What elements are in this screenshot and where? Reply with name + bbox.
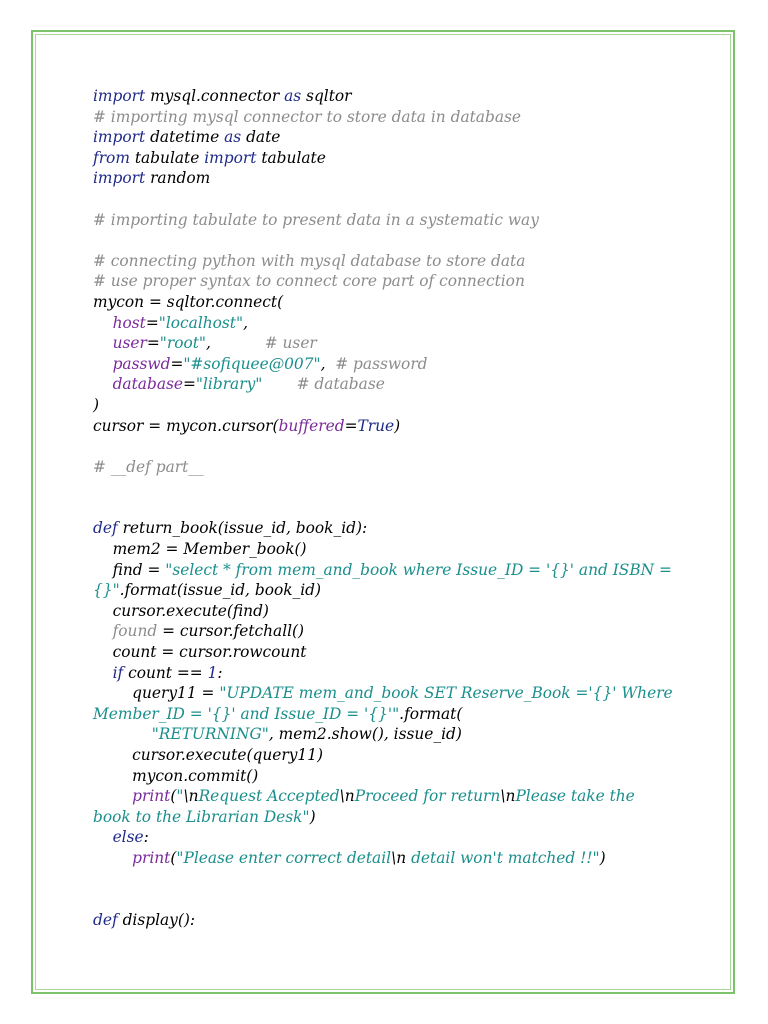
code-token: Member_ID = '{}' and Issue_ID = '{}'"	[93, 704, 400, 723]
code-token: ,	[320, 354, 336, 373]
code-listing	[93, 86, 683, 930]
code-line	[93, 580, 683, 601]
code-token: mycon.commit()	[93, 766, 259, 785]
code-line	[93, 745, 683, 766]
code-token: count ==	[123, 663, 208, 682]
code-token: tabulate	[129, 148, 205, 167]
code-line	[93, 107, 683, 128]
code-line	[93, 477, 683, 498]
code-token: datetime	[145, 128, 225, 147]
code-token: print	[132, 848, 171, 867]
code-token: buffered	[278, 416, 345, 435]
code-token	[93, 334, 113, 352]
code-token: host	[112, 313, 146, 332]
code-token: found	[112, 622, 158, 641]
code-line	[93, 127, 683, 148]
code-token: database	[112, 375, 184, 394]
code-token	[93, 355, 113, 373]
code-token: sqltor	[301, 87, 352, 105]
code-token: def	[93, 519, 118, 538]
code-token: "UPDATE mem_and_book SET Reserve_Book ='{}' Where	[219, 684, 673, 703]
code-token: display():	[117, 910, 196, 929]
code-token: True	[357, 416, 395, 435]
code-line	[93, 786, 683, 807]
code-token: count = cursor.rowcount	[93, 643, 307, 662]
code-line	[93, 539, 683, 560]
code-token: = cursor.fetchall()	[157, 622, 305, 641]
code-token: =	[145, 313, 159, 332]
code-line	[93, 436, 683, 457]
code-token: =	[183, 375, 196, 394]
code-token: # database	[296, 375, 385, 394]
code-line	[93, 807, 683, 828]
code-token: )	[599, 848, 606, 867]
code-token: ,	[206, 334, 265, 353]
code-token: .format(issue_id, book_id)	[119, 581, 322, 600]
code-line	[93, 827, 683, 848]
code-token: date	[241, 128, 281, 147]
code-token: random	[145, 169, 211, 188]
code-token: import	[93, 169, 146, 188]
code-token: (	[170, 787, 177, 806]
code-token	[93, 622, 113, 640]
code-token: (	[170, 848, 177, 867]
code-token	[93, 314, 113, 332]
code-line	[93, 271, 683, 292]
code-token: as	[224, 128, 242, 147]
code-line	[93, 663, 683, 684]
code-token: import	[204, 148, 257, 167]
code-token: mycon = sqltor.connect(	[93, 292, 284, 311]
code-token: "Please enter correct detail	[176, 848, 392, 867]
code-token: =	[146, 334, 160, 353]
code-token: \n	[183, 787, 199, 806]
code-token	[262, 375, 296, 393]
code-token: .format(	[399, 704, 463, 723]
code-token	[93, 828, 113, 846]
code-token: =	[344, 416, 358, 435]
code-line	[93, 642, 683, 663]
code-token: def	[93, 910, 118, 929]
code-token: from	[93, 148, 130, 167]
code-line	[93, 86, 683, 107]
code-token: Request Accepted	[198, 787, 340, 806]
code-token: return_book(issue_id, book_id):	[117, 519, 368, 538]
code-line	[93, 683, 683, 704]
code-line	[93, 498, 683, 519]
code-token: \n	[391, 848, 407, 867]
code-token: "RETURNING"	[151, 725, 269, 744]
code-line	[93, 416, 683, 437]
code-token: )	[93, 395, 100, 414]
code-token: mem2 = Member_book()	[93, 540, 307, 559]
code-line	[93, 704, 683, 725]
code-token: else	[112, 828, 144, 847]
code-token: # importing tabulate to present data in a systematic way	[93, 210, 539, 229]
code-line	[93, 374, 683, 395]
code-token: "#sofiquee@007"	[183, 354, 321, 373]
code-token	[93, 375, 113, 393]
code-token: )	[394, 416, 401, 435]
code-token: import	[93, 128, 146, 147]
code-token: mysql.connector	[145, 87, 285, 105]
code-token: "select * from mem_and_book where Issue_ID = '{}' and ISBN =	[165, 560, 672, 579]
code-token: book to the Librarian Desk"	[93, 807, 310, 826]
code-line	[93, 189, 683, 210]
code-line	[93, 560, 683, 581]
code-line	[93, 457, 683, 478]
code-token: "localhost"	[158, 313, 244, 332]
code-token: )	[309, 807, 316, 826]
code-token: \n	[339, 787, 355, 806]
code-token: # connecting python with mysql database to store data	[93, 251, 526, 270]
code-token	[93, 725, 152, 743]
code-token	[93, 787, 132, 805]
code-token: , mem2.show(), issue_id)	[268, 725, 462, 744]
code-token: "library"	[195, 375, 263, 394]
code-token: cursor.execute(find)	[93, 601, 269, 620]
code-token: # password	[335, 354, 428, 373]
code-line	[93, 251, 683, 272]
code-line	[93, 601, 683, 622]
code-line	[93, 910, 683, 931]
code-token: # __def part__	[93, 457, 204, 476]
code-line	[93, 333, 683, 354]
code-token	[93, 849, 132, 867]
code-line	[93, 621, 683, 642]
code-token: 1	[207, 663, 218, 682]
code-line	[93, 848, 683, 869]
code-token: \n	[500, 787, 516, 806]
code-token: user	[112, 334, 147, 353]
code-token: {}"	[93, 581, 120, 600]
code-line	[93, 889, 683, 910]
code-line	[93, 313, 683, 334]
code-line	[93, 869, 683, 890]
code-token: # user	[264, 334, 317, 353]
code-token: as	[284, 87, 302, 105]
code-token: find =	[93, 560, 166, 579]
code-token: :	[217, 663, 223, 682]
code-token: ,	[243, 313, 248, 332]
code-line	[93, 168, 683, 189]
code-token	[93, 664, 113, 682]
code-token: cursor.execute(query11)	[93, 746, 323, 764]
code-line	[93, 230, 683, 251]
code-token: "root"	[159, 334, 206, 353]
code-line	[93, 148, 683, 169]
code-token: import	[93, 87, 146, 105]
code-token: detail won't matched !!"	[406, 848, 600, 867]
code-token: if	[112, 663, 124, 682]
code-line	[93, 724, 683, 745]
code-token: cursor = mycon.cursor(	[93, 416, 279, 435]
code-token: query11 =	[93, 684, 220, 703]
code-token: =	[170, 354, 184, 373]
code-token: Proceed for return	[354, 787, 501, 806]
code-line	[93, 210, 683, 231]
code-line	[93, 766, 683, 787]
code-token: print	[132, 787, 171, 806]
code-token: Please take the	[515, 787, 635, 806]
code-line	[93, 395, 683, 416]
code-token: passwd	[112, 354, 171, 373]
code-line	[93, 354, 683, 375]
code-token: :	[143, 828, 149, 847]
code-line	[93, 292, 683, 313]
code-token: # use proper syntax to connect core part of connection	[93, 272, 525, 291]
code-token: # importing mysql connector to store data in database	[93, 107, 522, 126]
code-line	[93, 518, 683, 539]
code-token: "	[176, 787, 184, 806]
code-token: tabulate	[256, 148, 326, 167]
